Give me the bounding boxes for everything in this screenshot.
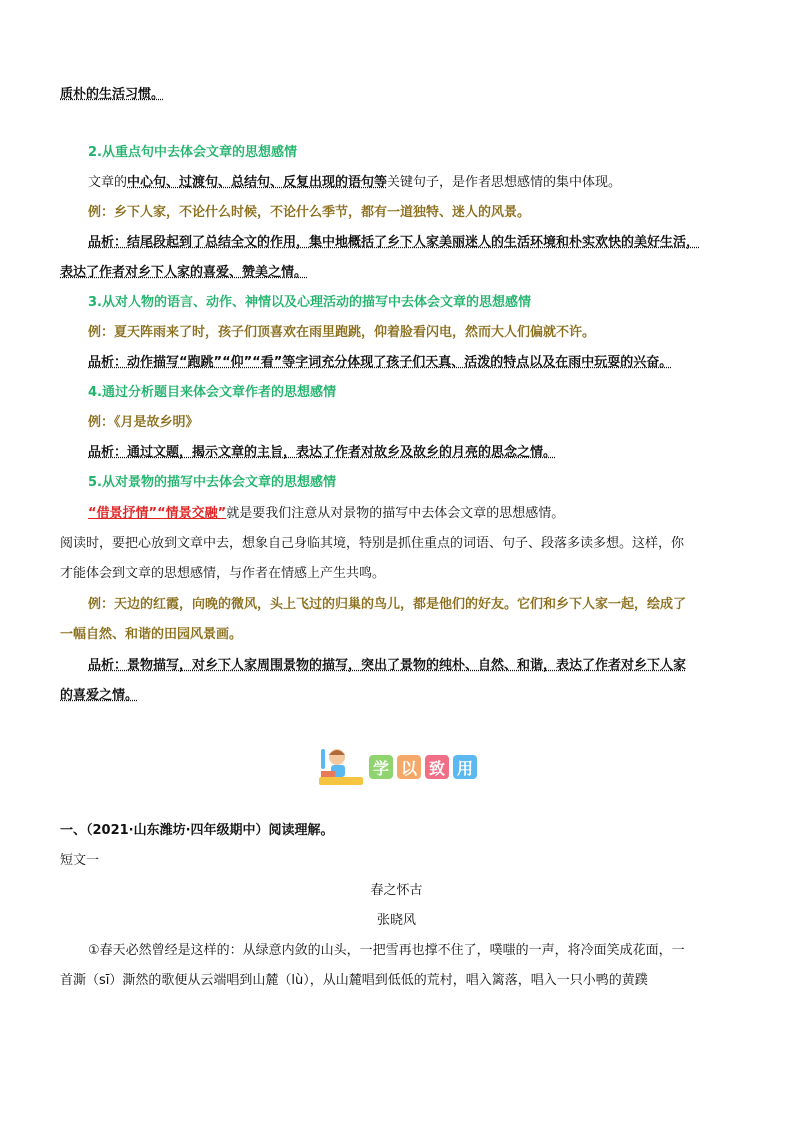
- text: 关键句子，是作者思想感情的集中体现。: [387, 175, 622, 190]
- analysis: 品析：景物描写，对乡下人家周围景物的描写，突出了景物的纯朴、自然、和谐，表达了作者对乡下人家: [88, 658, 687, 673]
- logo-tile: 学: [369, 755, 393, 779]
- analysis: 品析：动作描写“跑跳”“仰”“看”等字词充分体现了孩子们天真、活泼的特点以及在雨中玩耍的兴奋。: [88, 355, 673, 370]
- text-line: 质朴的生活习惯。: [60, 87, 165, 102]
- analysis: 品析：结尾段起到了总结全文的作用，集中地概括了乡下人家美丽迷人的生活环境和朴实欢快的美好生活，: [88, 235, 700, 250]
- passage-label: 短文一: [60, 853, 100, 868]
- example: 例：乡下人家，不论什么时候，不论什么季节，都有一道独特、迷人的风景。: [88, 205, 531, 220]
- logo-tile: 致: [425, 755, 449, 779]
- text: 文章的: [88, 175, 128, 190]
- section-heading-3: 3.从对人物的语言、动作、神情以及心理活动的描写中去体会文章的思想感情: [88, 295, 531, 310]
- passage-text: 首澌（sī）澌然的歌便从云端唱到山麓（lù），从山麓唱到低低的荒村，唱入篱落，唱入一只小鸭的黄蹼: [60, 973, 648, 988]
- question-heading: 一、（2021·山东潍坊·四年级期中）阅读理解。: [60, 823, 334, 838]
- passage-title: 春之怀古: [370, 883, 423, 898]
- analysis: 表达了作者对乡下人家的喜爱、赞美之情。: [60, 265, 308, 280]
- text-line: 阅读时，要把心放到文章中去，想象自己身临其境，特别是抓住重点的词语、句子、段落多读多想。这样，你: [60, 536, 685, 551]
- analysis: 品析：通过文题，揭示文章的主旨，表达了作者对故乡及故乡的月亮的思念之情。: [88, 445, 557, 460]
- paragraph: [88, 175, 621, 191]
- analysis: 的喜爱之情。: [60, 688, 139, 703]
- text: 就是要我们注意从对景物的描写中去体会文章的思想感情。: [226, 506, 565, 521]
- section-heading-4: 4.通过分析题目来体会文章作者的思想感情: [88, 385, 336, 400]
- text-line: 才能体会到文章的思想感情，与作者在情感上产生共鸣。: [60, 566, 386, 581]
- passage-author: 张晓风: [376, 913, 416, 928]
- example: 例：夏天阵雨来了时，孩子们顶喜欢在雨里跑跳，仰着脸看闪电，然而大人们偏就不许。: [88, 325, 596, 340]
- section-heading-5: 5.从对景物的描写中去体会文章的思想感情: [88, 475, 336, 490]
- highlight-term: “借景抒情”“情景交融”: [88, 506, 227, 521]
- passage-text: ①春天必然曾经是这样的：从绿意内敛的山头，一把雪再也撑不住了，噗嗤的一声，将冷面笑成花面，一: [88, 943, 685, 958]
- paragraph: [88, 506, 564, 522]
- study-logo: [315, 745, 477, 789]
- logo-tile: 以: [397, 755, 421, 779]
- example: 例：天边的红霞，向晚的微风，头上飞过的归巢的鸟儿，都是他们的好友。它们和乡下人家一起，绘成了: [88, 597, 687, 612]
- example: 一幅自然、和谐的田园风景画。: [60, 627, 243, 642]
- section-heading-2: 2.从重点句中去体会文章的思想感情: [88, 145, 297, 160]
- student-reading-icon: [315, 745, 365, 789]
- example: 例：《月是故乡明》: [88, 415, 199, 430]
- logo-tile: 用: [453, 755, 477, 779]
- key-sentences: 中心句、过渡句、总结句、反复出现的语句等: [127, 175, 388, 190]
